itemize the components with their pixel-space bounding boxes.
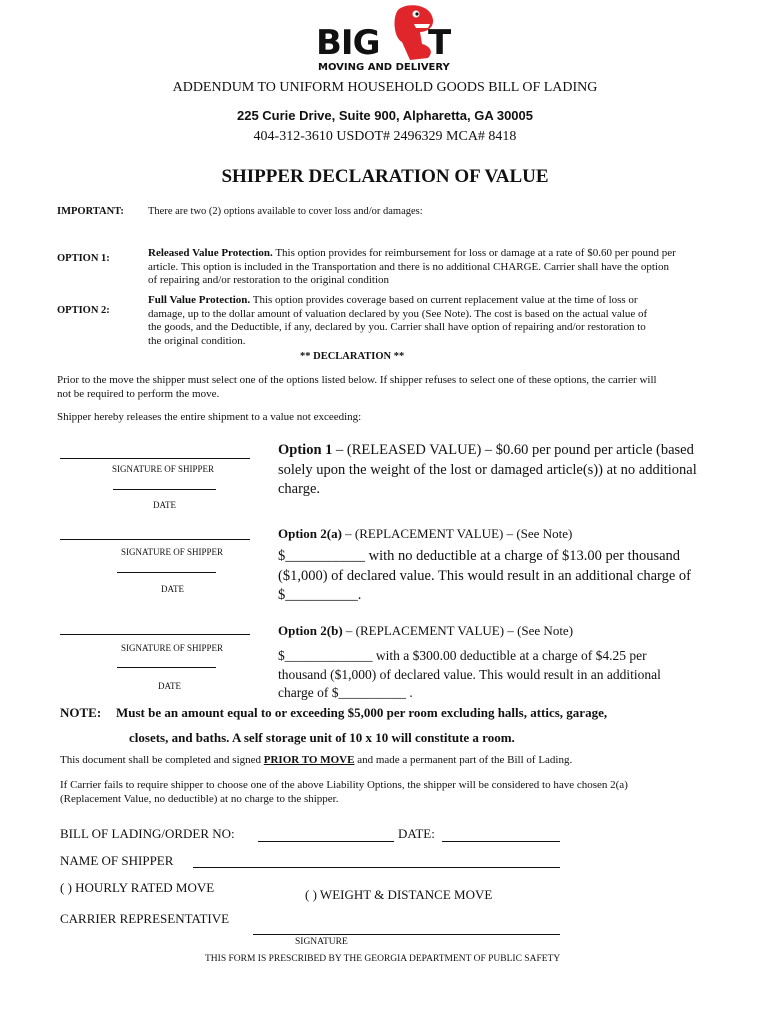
- important-label: IMPORTANT:: [57, 206, 124, 217]
- logo-big-text: BIG: [316, 23, 380, 63]
- bol-label: BILL OF LADING/ORDER NO:: [60, 826, 235, 841]
- bol-input-line[interactable]: [258, 841, 394, 842]
- shipper-name-label: NAME OF SHIPPER: [60, 853, 174, 868]
- option1-label: OPTION 1:: [57, 253, 110, 264]
- carrier-fail-note: If Carrier fails to require shipper to choose one of the above Liability Options, the shipper will be considered to have chosen 2(a) (Replacement Value, no deductible) at no charge to the shipper.: [60, 779, 628, 805]
- signature-label-2: SIGNATURE OF SHIPPER: [121, 547, 224, 557]
- logo-tagline: MOVING AND DELIVERY: [318, 62, 450, 73]
- document-note: This document shall be completed and signed PRIOR TO MOVE and made a permanent part of the Bill of Lading.: [60, 754, 573, 766]
- carrier-rep-label: CARRIER REPRESENTATIVE: [60, 911, 230, 926]
- option2a-heading-line: Option 2(a) – (REPLACEMENT VALUE) – (See Note): [278, 526, 573, 541]
- option2b-text: $_____________ with a $300.00 deductible at a charge of $4.25 per thousand ($1,000) of declared value. This would result in an additional charge of $__________ .: [278, 648, 661, 700]
- logo-t-text: T: [428, 23, 452, 63]
- hourly-move-checkbox[interactable]: ( ) HOURLY RATED MOVE: [60, 880, 215, 895]
- important-text: There are two (2) options available to cover loss and/or damages:: [148, 206, 423, 217]
- date-label-2: DATE: [161, 584, 184, 594]
- declaration-heading: ** DECLARATION **: [300, 351, 405, 362]
- carrier-signature-label: SIGNATURE: [295, 937, 348, 947]
- note-line-1: Must be an amount equal to or exceeding $5,000 per room excluding halls, attics, garage,: [116, 705, 608, 720]
- option2-description: Full Value Protection. This option provides coverage based on current replacement value at the time of loss or damage, up to the dollar amount of valuation declared by you (See Note). The cost is based on the actual value of the goods, and the Deductible, if any, declared by you. Carrier shall have option of repairing and/or restoration to the original condition.: [148, 294, 648, 347]
- date-input-line[interactable]: [442, 841, 560, 842]
- signature-line-3[interactable]: [60, 634, 250, 635]
- date-line-2[interactable]: [117, 572, 216, 573]
- option1-choice: Option 1 – (RELEASED VALUE) – $0.60 per pound per article (based solely upon the weight of the lost or damaged article(s)) at no additional charge.: [278, 442, 697, 497]
- date-label-3: DATE: [158, 681, 181, 691]
- page-title: SHIPPER DECLARATION OF VALUE: [221, 166, 549, 187]
- date-line-3[interactable]: [117, 667, 216, 668]
- date-line-1[interactable]: [113, 489, 216, 490]
- addendum-title: ADDENDUM TO UNIFORM HOUSEHOLD GOODS BILL OF LADING: [172, 80, 598, 95]
- signature-label-1: SIGNATURE OF SHIPPER: [112, 464, 215, 474]
- option1-description: Released Value Protection. This option provides for reimbursement for loss or damage at a rate of $0.60 per pound per article. This option is included in the Transportation and there is no additional CHARGE. Carrier shall have the option of repairing and/or restoration to the original condition: [148, 247, 676, 286]
- declaration-releases: Shipper hereby releases the entire shipment to a value not exceeding:: [57, 411, 362, 423]
- weight-distance-checkbox[interactable]: ( ) WEIGHT & DISTANCE MOVE: [305, 887, 493, 902]
- company-logo: [310, 2, 460, 76]
- note-line-2: closets, and baths. A self storage unit of 10 x 10 will constitute a room.: [129, 730, 515, 745]
- option2a-text: $___________ with no deductible at a charge of $13.00 per thousand ($1,000) of declared value. This would result in an additional charge of $__________.: [278, 548, 691, 603]
- signature-line-2[interactable]: [60, 539, 250, 540]
- shipper-name-line[interactable]: [193, 867, 560, 868]
- signature-label-3: SIGNATURE OF SHIPPER: [121, 643, 224, 653]
- date-label: DATE:: [398, 826, 435, 841]
- carrier-signature-line[interactable]: [253, 934, 560, 935]
- company-address: 225 Curie Drive, Suite 900, Alpharetta, GA 30005: [236, 108, 533, 123]
- company-contact: 404-312-3610 USDOT# 2496329 MCA# 8418: [253, 129, 517, 144]
- signature-line-1[interactable]: [60, 458, 250, 459]
- declaration-prior: Prior to the move the shipper must select one of the options listed below. If shipper refuses to select one of these options, the carrier will not be required to perform the move.: [57, 374, 657, 400]
- option2b-heading-line: Option 2(b) – (REPLACEMENT VALUE) – (See Note): [278, 623, 574, 638]
- date-label-1: DATE: [153, 500, 176, 510]
- option2-label: OPTION 2:: [57, 305, 110, 316]
- note-label: NOTE:: [60, 705, 102, 720]
- footer-text: THIS FORM IS PRESCRIBED BY THE GEORGIA DEPARTMENT OF PUBLIC SAFETY: [205, 954, 561, 964]
